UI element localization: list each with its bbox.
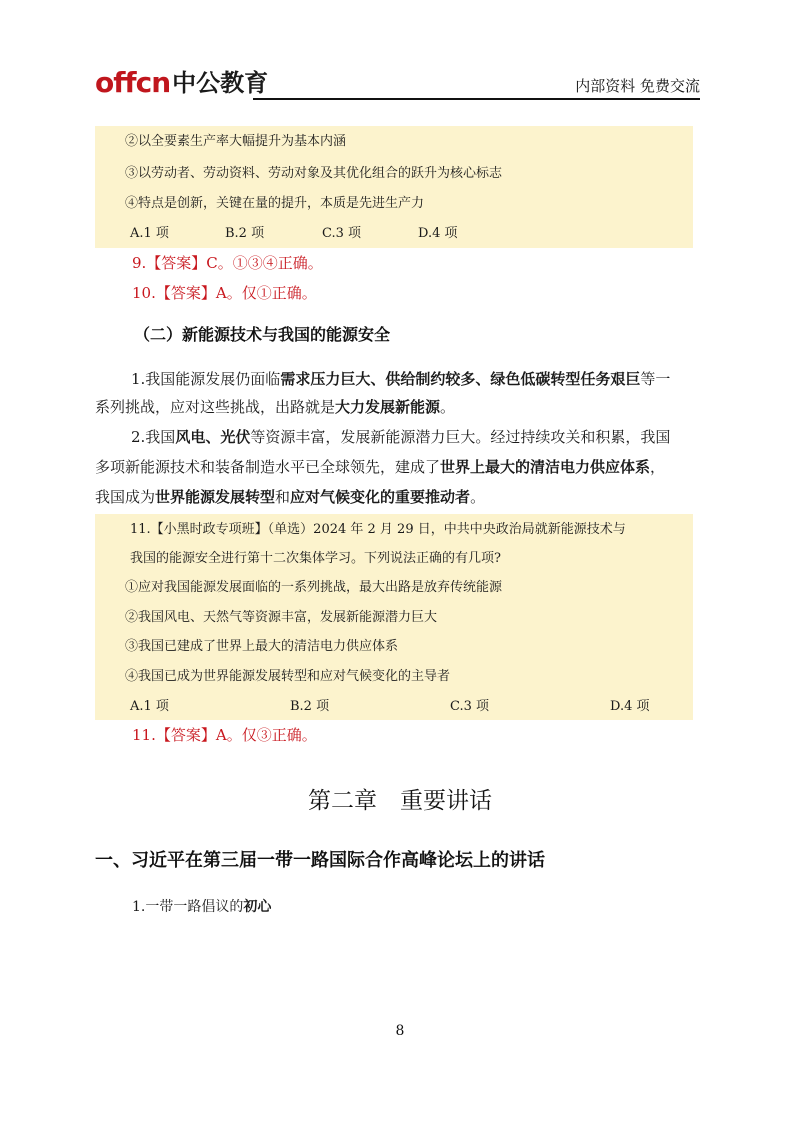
question-box-11 xyxy=(95,514,693,720)
emphasis: 需求压力巨大、供给制约较多、绿色低碳转型任务艰巨 xyxy=(280,370,641,388)
section-title: （二）新能源技术与我国的能源安全 xyxy=(134,325,391,344)
sub-item-1: 1.一带一路倡议的初心 xyxy=(132,899,272,915)
option-d: D.4 项 xyxy=(418,226,458,241)
option-a: A.1 项 xyxy=(130,226,169,241)
paragraph-2-line-3: 我国成为世界能源发展转型和应对气候变化的重要推动者。 xyxy=(95,488,486,506)
question-item: ③以劳动者、劳动资料、劳动对象及其优化组合的跃升为核心标志 xyxy=(125,166,503,181)
emphasis: 应对气候变化的重要推动者 xyxy=(290,488,471,506)
emphasis: 初心 xyxy=(243,899,272,915)
paragraph-2-line-1: 2.我国风电、光伏等资源丰富，发展新能源潜力巨大。经过持续攻关和积累，我国 xyxy=(131,428,671,446)
question-item: ②以全要素生产率大幅提升为基本内涵 xyxy=(125,134,347,149)
option-c: C.3 项 xyxy=(450,699,490,714)
question-item: ①应对我国能源发展面临的一系列挑战，最大出路是放弃传统能源 xyxy=(125,580,503,595)
option-b: B.2 项 xyxy=(225,226,265,241)
page-number: 8 xyxy=(395,1023,405,1039)
section-heading: 一、习近平在第三届一带一路国际合作高峰论坛上的讲话 xyxy=(95,850,545,871)
option-b: B.2 项 xyxy=(290,699,330,714)
answer-10: 10.【答案】A。仅①正确。 xyxy=(132,284,317,302)
question-item: ④我国已成为世界能源发展转型和应对气候变化的主导者 xyxy=(125,669,451,684)
emphasis: 风电、光伏 xyxy=(175,428,251,446)
offcn-logo xyxy=(95,68,268,98)
question-box-prev xyxy=(95,126,693,248)
paragraph-1-line-1: 1.我国能源发展仍面临需求压力巨大、供给制约较多、绿色低碳转型任务艰巨等一 xyxy=(131,370,671,388)
question-stem: 我国的能源安全进行第十二次集体学习。下列说法正确的有几项? xyxy=(130,551,501,566)
option-a: A.1 项 xyxy=(130,699,169,714)
question-item: ③我国已建成了世界上最大的清洁电力供应体系 xyxy=(125,639,399,654)
emphasis: 世界上最大的清洁电力供应体系 xyxy=(440,458,651,476)
header-rule xyxy=(253,98,700,100)
question-item: ②我国风电、天然气等资源丰富，发展新能源潜力巨大 xyxy=(125,610,438,625)
emphasis: 大力发展新能源 xyxy=(335,398,441,416)
chapter-title: 第二章 重要讲话 xyxy=(308,788,492,814)
answer-11: 11.【答案】A。仅③正确。 xyxy=(132,726,317,744)
option-d: D.4 项 xyxy=(610,699,650,714)
page-header xyxy=(95,66,700,100)
question-item: ④特点是创新，关键在量的提升，本质是先进生产力 xyxy=(125,196,425,211)
answer-9: 9.【答案】C。①③④正确。 xyxy=(132,254,323,272)
emphasis: 世界能源发展转型 xyxy=(155,488,276,506)
option-c: C.3 项 xyxy=(322,226,362,241)
paragraph-2-line-2: 多项新能源技术和装备制造水平已全球领先，建成了世界上最大的清洁电力供应体系， xyxy=(95,458,666,476)
logo-text-en: offcn xyxy=(95,66,171,99)
logo-text-cn: 中公教育 xyxy=(172,69,269,97)
question-stem: 11.【小黑时政专项班】（单选）2024 年 2 月 29 日，中共中央政治局就新能源技术与 xyxy=(130,522,626,537)
header-note: 内部资料 免费交流 xyxy=(575,77,700,95)
paragraph-1-line-2: 系列挑战，应对这些挑战，出路就是大力发展新能源。 xyxy=(95,398,456,416)
